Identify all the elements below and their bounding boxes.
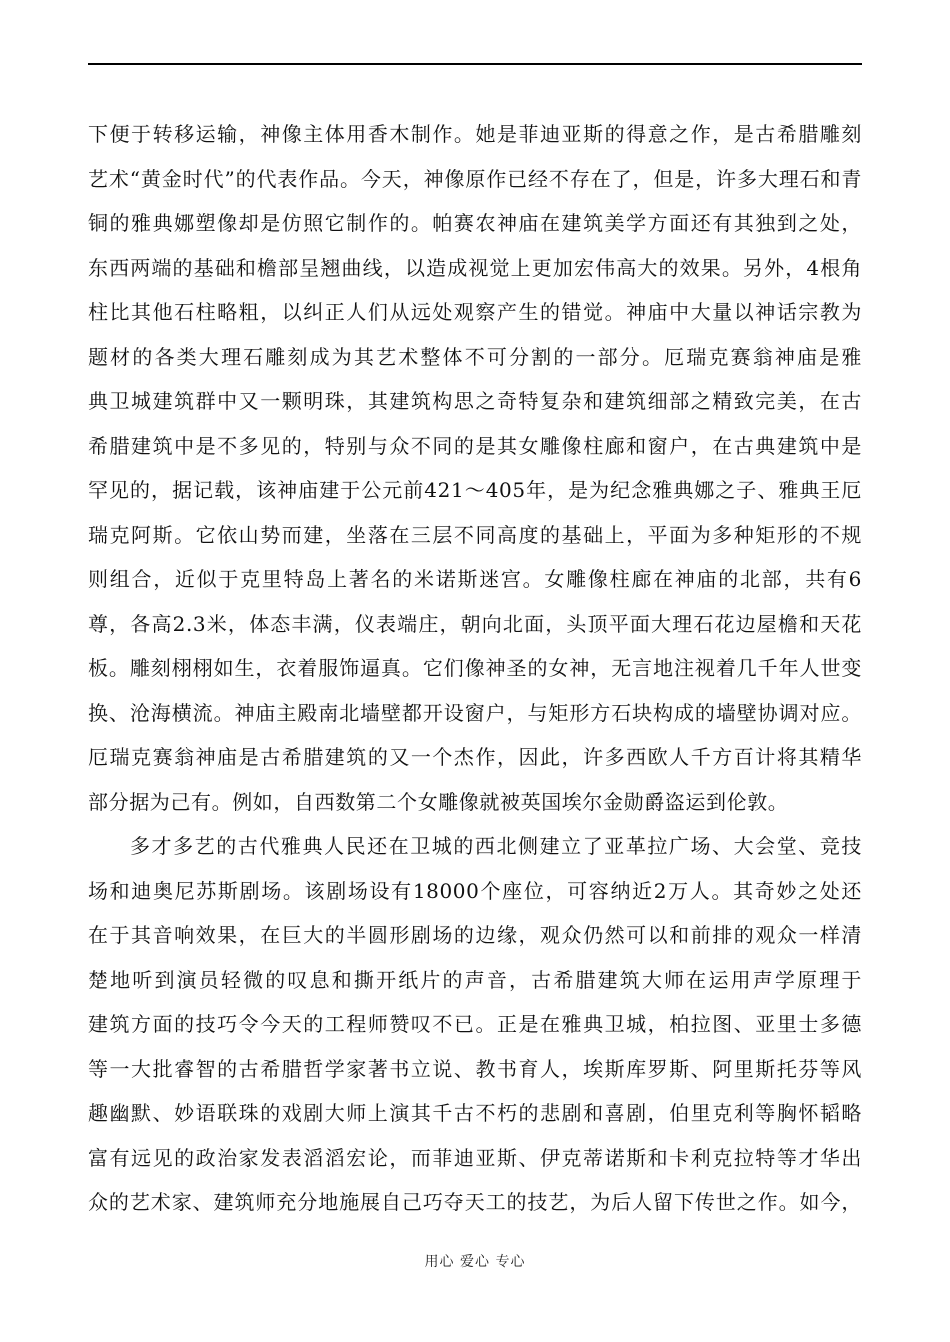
text-line: 瑞克阿斯。它依山势而建，坐落在三层不同高度的基础上，平面为多种矩形的不规 (88, 522, 862, 547)
text-line: 板。雕刻栩栩如生，衣着服饰逼真。它们像神圣的女神，无言地注视着几千年人世变 (88, 656, 862, 680)
text-line: 楚地听到演员轻微的叹息和撕开纸片的声音，古希腊建筑大师在运用声学原理于 (88, 967, 862, 992)
text-line: 换、沧海横流。神庙主殿南北墙壁都开设窗户，与矩形方石块构成的墙壁协调对应。 (88, 700, 862, 725)
text-line: 等一大批睿智的古希腊哲学家著书立说、教书育人，埃斯库罗斯、阿里斯托芬等风 (88, 1056, 862, 1081)
text-line: 建筑方面的技巧令今天的工程师赞叹不已。正是在雅典卫城，柏拉图、亚里士多德 (88, 1012, 862, 1036)
text-line: 希腊建筑中是不多见的，特别与众不同的是其女雕像柱廊和窗户，在古典建筑中是 (88, 433, 862, 458)
page-footer: 用心 爱心 专心 (424, 1254, 526, 1270)
text-line: 题材的各类大理石雕刻成为其艺术整体不可分割的一部分。厄瑞克赛翁神庙是雅 (88, 344, 862, 369)
body-text (88, 112, 862, 1225)
text-line: 众的艺术家、建筑师充分地施展自己巧夺天工的技艺，为后人留下传世之作。如今， (88, 1190, 862, 1214)
header-rule (88, 63, 862, 65)
text-line: 则组合，近似于克里特岛上著名的米诺斯迷宫。女雕像柱廊在神庙的北部，共有6 (88, 567, 862, 591)
text-line: 典卫城建筑群中又一颗明珠，其建筑构思之奇特复杂和建筑细部之精致完美，在古 (88, 389, 862, 413)
text-line: 罕见的，据记载，该神庙建于公元前421～405年，是为纪念雅典娜之子、雅典王厄 (88, 478, 862, 502)
text-line: 厄瑞克赛翁神庙是古希腊建筑的又一个杰作，因此，许多西欧人千方百计将其精华 (88, 745, 862, 769)
text-line: 场和迪奥尼苏斯剧场。该剧场设有18000个座位，可容纳近2万人。其奇妙之处还 (88, 878, 862, 903)
text-line: 部分据为己有。例如，自西数第二个女雕像就被英国埃尔金勋爵盗运到伦敦。 (88, 789, 789, 814)
text-line: 尊，各高2.3米，体态丰满，仪表端庄，朝向北面，头顶平面大理石花边屋檐和天花 (88, 611, 862, 636)
paragraph-start-line: 多才多艺的古代雅典人民还在卫城的西北侧建立了亚革拉广场、大会堂、竞技 (130, 834, 862, 858)
text-line: 铜的雅典娜塑像却是仿照它制作的。帕赛农神庙在建筑美学方面还有其独到之处， (88, 211, 862, 235)
text-line: 东西两端的基础和檐部呈翘曲线，以造成视觉上更加宏伟高大的效果。另外，4根角 (88, 255, 862, 280)
text-line: 富有远见的政治家发表滔滔宏论，而菲迪亚斯、伊克蒂诺斯和卡利克拉特等才华出 (88, 1145, 862, 1170)
text-line: 在于其音响效果，在巨大的半圆形剧场的边缘，观众仍然可以和前排的观众一样清 (88, 923, 862, 947)
text-line: 柱比其他石柱略粗，以纠正人们从远处观察产生的错觉。神庙中大量以神话宗教为 (88, 300, 862, 324)
text-line: 艺术“黄金时代”的代表作品。今天，神像原作已经不存在了，但是，许多大理石和青 (88, 166, 862, 191)
text-line: 趣幽默、妙语联珠的戏剧大师上演其千古不朽的悲剧和喜剧，伯里克利等胸怀韬略 (88, 1101, 862, 1125)
text-line: 下便于转移运输，神像主体用香木制作。她是菲迪亚斯的得意之作，是古希腊雕刻 (88, 122, 862, 146)
